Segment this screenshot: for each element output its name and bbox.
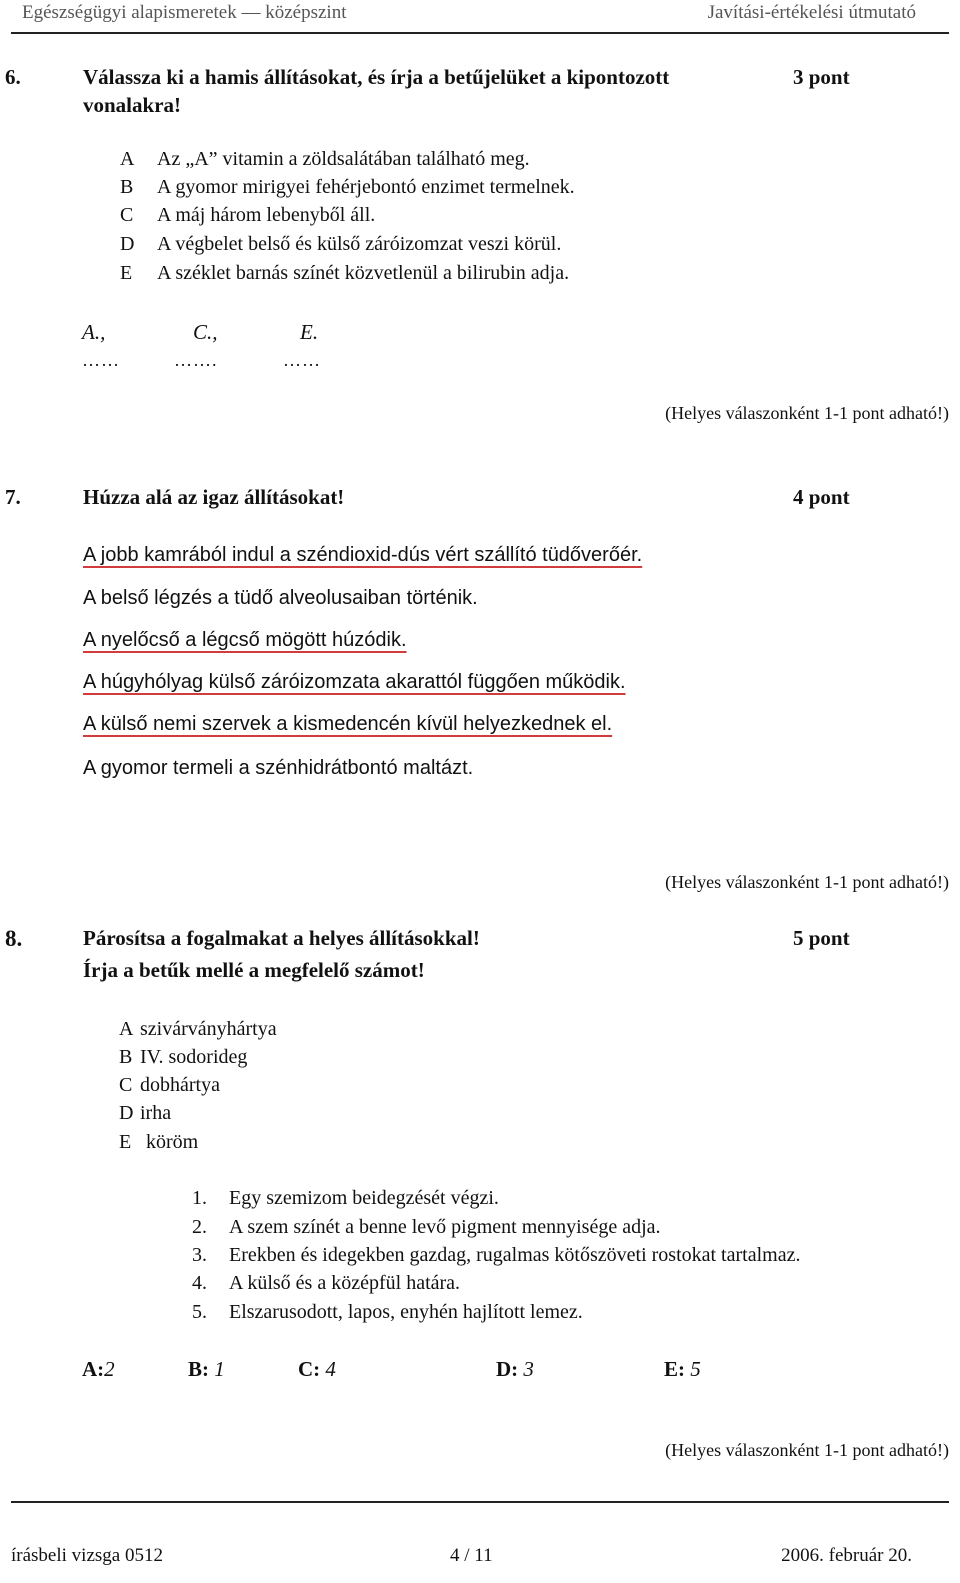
q8-answer-a bbox=[82, 1357, 115, 1382]
header-right: Javítási-értékelési útmutató bbox=[707, 2, 916, 23]
q6-answer-3: E. bbox=[300, 320, 319, 344]
q6-statement-e: A széklet barnás színét közvetlenül a bilirubin adja. bbox=[157, 262, 570, 284]
q8-term-letter-e: E bbox=[119, 1131, 132, 1153]
q6-letter-c: C bbox=[120, 204, 134, 226]
q7-statement-1: A jobb kamrából indul a széndioxid-dús vért szállító tüdőverőér. bbox=[83, 544, 643, 566]
q8-points: 5 pont bbox=[793, 926, 850, 950]
q6-dots-2: ……. bbox=[174, 350, 218, 370]
footer-date: 2006. február 20. bbox=[781, 1545, 912, 1566]
q8-answer-a-value: 2 bbox=[104, 1357, 115, 1381]
q6-letter-a: A bbox=[120, 148, 135, 170]
q8-term-e: köröm bbox=[146, 1131, 199, 1153]
q6-letter-d: D bbox=[120, 233, 135, 255]
q8-statement-num-4: 4. bbox=[192, 1272, 207, 1294]
q8-answer-a-label: A: bbox=[82, 1357, 105, 1381]
footer-rule bbox=[11, 1501, 949, 1503]
q8-term-letter-a: A bbox=[119, 1018, 134, 1040]
header-rule bbox=[11, 32, 949, 34]
footer-page-number: 4 / 11 bbox=[450, 1545, 493, 1566]
q8-number: 8. bbox=[5, 926, 23, 951]
q8-answer-c-label: C: bbox=[298, 1357, 321, 1381]
q7-points: 4 pont bbox=[793, 485, 850, 509]
q8-term-letter-c: C bbox=[119, 1074, 133, 1096]
q8-statement-2: A szem színét a benne levő pigment mennyisége adja. bbox=[229, 1216, 661, 1238]
q6-letter-b: B bbox=[120, 176, 134, 198]
q8-answer-e-label: E: bbox=[664, 1357, 685, 1381]
q7-statement-5: A külső nemi szervek a kismedencén kívül helyezkednek el. bbox=[83, 713, 613, 735]
q6-statement-b: A gyomor mirigyei fehérjebontó enzimet termelnek. bbox=[157, 176, 575, 198]
q6-title-line2: vonalakra! bbox=[83, 93, 182, 117]
q8-title-line1: Párosítsa a fogalmakat a helyes állításokkal! bbox=[83, 926, 480, 950]
q7-statement-6: A gyomor termeli a szénhidrátbontó maltázt. bbox=[83, 757, 474, 779]
q8-answer-c bbox=[298, 1357, 336, 1382]
q8-statement-3: Erekben és idegekben gazdag, rugalmas kötőszöveti rostokat tartalmaz. bbox=[229, 1244, 801, 1266]
q7-title: Húzza alá az igaz állításokat! bbox=[83, 485, 345, 509]
q6-answer-1: A., bbox=[82, 320, 106, 344]
q6-points: 3 pont bbox=[793, 65, 850, 89]
q8-answer-d-label: D: bbox=[496, 1357, 519, 1381]
q8-term-letter-b: B bbox=[119, 1046, 133, 1068]
q8-term-letter-d: D bbox=[119, 1102, 134, 1124]
q8-answer-d-value: 3 bbox=[523, 1357, 534, 1381]
q8-answer-d bbox=[496, 1357, 534, 1382]
q8-answer-e bbox=[664, 1357, 701, 1382]
q6-statement-a: Az „A” vitamin a zöldsalátában található meg. bbox=[157, 148, 530, 170]
q6-dots-1: …… bbox=[82, 350, 120, 370]
q8-statement-1: Egy szemizom beidegzését végzi. bbox=[229, 1187, 499, 1209]
q6-answer-2: C., bbox=[193, 320, 218, 344]
q8-answer-b bbox=[188, 1357, 225, 1382]
q8-scoring-note: (Helyes válaszonként 1-1 pont adható!) bbox=[665, 1440, 949, 1460]
q8-statement-4: A külső és a középfül határa. bbox=[229, 1272, 461, 1294]
q6-letter-e: E bbox=[120, 262, 133, 284]
q6-statement-c: A máj három lebenyből áll. bbox=[157, 204, 376, 226]
q8-term-d: irha bbox=[140, 1102, 172, 1124]
q6-dots-3: …… bbox=[283, 350, 321, 370]
q7-scoring-note: (Helyes válaszonként 1-1 pont adható!) bbox=[665, 872, 949, 892]
footer-left: írásbeli vizsga 0512 bbox=[11, 1545, 163, 1566]
q8-answer-e-value: 5 bbox=[690, 1357, 701, 1381]
q6-scoring-note: (Helyes válaszonként 1-1 pont adható!) bbox=[665, 403, 949, 423]
q6-statement-d: A végbelet belső és külső záróizomzat veszi körül. bbox=[157, 233, 562, 255]
q8-title-line2: Írja a betűk mellé a megfelelő számot! bbox=[83, 958, 425, 982]
q8-statement-num-5: 5. bbox=[192, 1301, 207, 1323]
q8-statement-5: Elszarusodott, lapos, enyhén hajlított lemez. bbox=[229, 1301, 583, 1323]
q8-answer-b-value: 1 bbox=[214, 1357, 225, 1381]
q8-statement-num-1: 1. bbox=[192, 1187, 207, 1209]
q8-statement-num-3: 3. bbox=[192, 1244, 207, 1266]
q8-answer-c-value: 4 bbox=[325, 1357, 336, 1381]
q8-answer-b-label: B: bbox=[188, 1357, 209, 1381]
q6-number: 6. bbox=[5, 65, 21, 89]
q7-statement-3: A nyelőcső a légcső mögött húzódik. bbox=[83, 629, 407, 651]
q7-statement-2: A belső légzés a tüdő alveolusaiban történik. bbox=[83, 587, 478, 609]
q8-statement-num-2: 2. bbox=[192, 1216, 207, 1238]
q6-title-line1: Válassza ki a hamis állításokat, és írja a betűjelüket a kipontozott bbox=[83, 65, 670, 89]
q8-term-c: dobhártya bbox=[140, 1074, 220, 1096]
q7-statement-4: A húgyhólyag külső záróizomzata akarattól függően működik. bbox=[83, 671, 626, 693]
q8-term-b: IV. sodorideg bbox=[140, 1046, 248, 1068]
header-left: Egészségügyi alapismeretek — középszint bbox=[22, 2, 347, 23]
q7-number: 7. bbox=[5, 485, 21, 509]
q8-term-a: szivárványhártya bbox=[140, 1018, 277, 1040]
